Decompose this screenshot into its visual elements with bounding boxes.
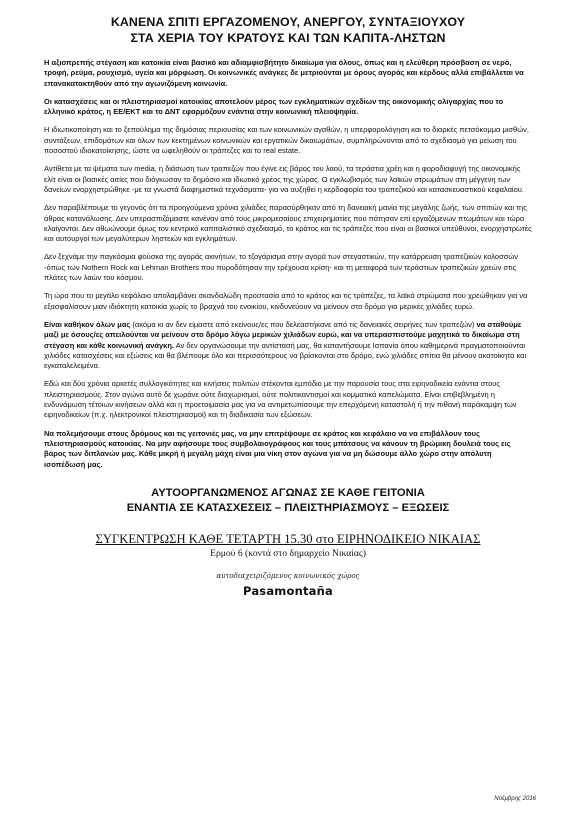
publication-date: Νοέμβρης 2016 xyxy=(494,796,536,802)
duty-plain-1: (ακόμα κι αν δεν είμαστε από εκείνους/ες που δελεαστήκανε από τις δανειακές σειρήνες των τραπεζών) xyxy=(130,319,477,329)
duty-plain-2: Αν δεν οργανώσουμε την αντίστασή μας, θα καταντήσουμε Ισπανία όπου καθημερινά πραγματοποιούνται χιλιάδες κατασχέσεις και εξώσεις και θα βλέπουμε όλο και περισσότερους να βρίσκονται στο δρόμο, ενώ χιλιάδες σπίτια θα μένουν ακατοίκητα και εγκαταλελειμένα. xyxy=(44,340,527,371)
paragraph-duty xyxy=(44,320,532,371)
rally-address: Ερμού 6 (κοντά στο δημαρχείο Νικαίας) xyxy=(210,547,366,559)
duty-bold-1: Είναι καθήκον όλων μας xyxy=(44,319,131,329)
paragraph-loans: Δεν παραβλέπουμε το γεγονός ότι τα προηγούμενα χρόνια χιλιάδες παρασύρθηκαν από τη δανειακή μανία της μεγάλης ζωής, των σπιτιών και της άθρας κατανάλωσης. Δεν υπερασπιζόμαστε κανέναν από τους μικρομεσαίους επιχειρηματίες που πάτησαν επί εργαζόμενων πτωμάτων και τώρα κλαίγονται. Δεν αθωώνουμε όμως τον κεντρικό καπιταλιστικό σχεδιασμό, το κράτος και τις τράπεζες που είναι οι βασικοί υπεύθυνοι, ενορχηστρωτές και αυτουργοί των μεγαλύτερων ληστειών και εγκλημάτων. xyxy=(44,203,532,244)
paragraph-housing-bubble: Δεν ξεχνάμε την παγκόσμια φούσκα της αγοράς ακινήτων, το τζογάρισμα στην αγορά των στεγαστικών, την κατάρρευση τραπεζικών κολοσσών -όπως των Nothern Rock και Lehman Brothers που πυροδότησαν την τρέχουσα κρίση- και τη μεταφορά των τεράστιων τραπεζικών χρεών στις πλάτες των λαών του κόσμου. xyxy=(44,252,518,283)
document-title xyxy=(44,14,532,46)
title-line-1: ΚΑΝΕΝΑ ΣΠΙΤΙ ΕΡΓΑΖΟΜΕΝΟΥ, ΑΝΕΡΓΟΥ, ΣΥΝΤΑΞΙΟΥΧΟΥ xyxy=(110,15,466,29)
rally-announcement: ΣΥΓΚΕΝΤΡΩΣΗ ΚΑΘΕ ΤΕΤΑΡΤΗ 15.30 στο ΕΙΡΗΝΟΔΙΚΕΙΟ ΝΙΚΑΙΑΣ xyxy=(95,531,481,546)
paragraph-call-to-action: Να πολεμήσουμε στους δρόμους και τις γειτονιές μας, να μην επιτρέψουμε σε κράτος και κεφάλαιο να να επιβάλλουν τους πλειστηριασμούς κατοικίας. Να μην αφήσουμε τους συμβολαιογράφους και τους μπάτσους να κάνουν τη βρώμικη δουλειά τους εις βάρος των διπλανών μας. Κάθε μικρή ή μεγάλη μάχη είναι μια νίκη στον αγώνα για να μη δώσουμε άλλο χώρο στην απόλυτη ισοπέδωσή μας. xyxy=(44,428,511,469)
slogan xyxy=(44,486,532,516)
title-line-2: ΣΤΑ ΧΕΡΙΑ ΤΟΥ ΚΡΑΤΟΥΣ ΚΑΙ ΤΩΝ ΚΑΠΙΤΑ-ΛΗΣΤΩΝ xyxy=(130,31,446,45)
paragraph-privatization: Η ιδιωτικοποίηση και το ξεπούλημα της δημόσιας περιουσίας και των κοινωνικών αγαθών, η υπερφορολόγηση και το διαρκές πετσόκομμα μισθών, συντάξεων, επιδομάτων και όλων των κεκτημένων κοινωνικών και εργατικών δικαιωμάτων, συμπληρώνονται από το σχεδιασμό για μείωση του ποσοστού ιδιοκατοίκησης, ώστε να ωφεληθούν οι τράπεζες και το real estate. xyxy=(44,125,529,156)
slogan-line-1: ΑΥΤΟΟΡΓΑΝΩΜΕΝΟΣ ΑΓΩΝΑΣ ΣΕ ΚΑΘΕ ΓΕΙΤΟΝΙΑ xyxy=(151,486,425,499)
paragraph-media: Αντίθετα με τα ψέματα των media, η διάσωση των τραπεζών που έγινε εις βάρος του λαού, τα τεράστια χρέη και η φοροδιαφυγή της οικονομικής ελίτ είναι οι βασικές αιτίες που διόγκωσαν το δημόσιο και ιδιωτικό χρέος της χώρας. Ο εγκλωβισμός των λαϊκών στρωμάτων στη μέγγενη των δανείων ενορχηστρώθηκε -με τα γνωστά διαφημιστικά τεχνάσματα- για να αυξηθεί η κερδοφορία του τραπεζικού και κατασκευαστικού κεφαλαίου. xyxy=(44,164,524,194)
handwritten-tagline: αυτοδιαχειριζόμενος κοινωνικός χώρος xyxy=(216,571,360,580)
paragraph-collectives: Εδώ και δύο χρόνια αρκετές συλλογικότητες και κινήσεις πολιτών στέκονται εμπόδιο με την παρουσία τους στα ειρηνοδικεία ενάντια στους πλειστηριασμούς. Στον αγώνα αυτό δε χωράνε ούτε διαχωρισμοί, ούτε πολιτικαντισμοί και κομματικά καπελώματα. Είναι επιβεβλημένη η ενδυνάμωση τέτοιων κινήσεων αλλά και η προετοιμασία μας για να αντιμετωπίσουμε την επερχόμενη καταστολή ή την πιθανή παράκαμψη των ειρηνοδικείων (π.χ. ηλεκτρονικοί πλειστηριασμοί) και τη διαδικασία των εξώσεων. xyxy=(44,379,517,420)
duty-bold-2: να σταθούμε μαζί με όσους/ες απειλούνται να μείνουν στο δρόμο λόγω μερικών χιλιάδων ευρώ, και να υπερασπιστούμε μαχητικά το δικαίωμα στη στέγαση και κάθε κοινωνική ανάγκη. xyxy=(44,319,522,350)
paragraph-intro: Η αξιοπρεπής στέγαση και κατοικία είναι βασικό και αδιαμφισβήτητο δικαίωμα για όλους, όπως και η ελεύθερη πρόσβαση σε νερό, τροφή, ρεύμα, ρουχισμό, υγεία και μόρφωση. Οι κοινωνικές ανάγκες δε μετριούνται με όρους αγοράς και κέρδους αλλά επιβάλλεται να επανακατακτηθούν από την αγωνιζόμενη κοινωνία. xyxy=(44,58,524,88)
paragraph-evictions: Οι κατασχέσεις και οι πλειστηριασμοί κατοικίας αποτελούν μέρος των εγκληματικών σχεδίων της οικονομικής ολιγαρχίας που το ελληνικό κράτος, η ΕΕ/ΕΚΤ και το ΔΝΤ εφαρμόζουν ενάντια στην κοινωνική πλειοψηφία. xyxy=(44,96,504,117)
paragraph-protection: Τη ώρα που το μεγάλο κεφάλαιο απολαμβάνει σκανδαλώδη προστασία από το κράτος και τις τράπεζες, τα λαϊκά στρώματα που χρεώθηκαν για να εξασφαλίσουν μιαν ιδιόκτητη κατοικία χωρίς το βραχνά του ενοικίου, κινδυνεύουν να μείνουν στο δρόμο για μερικές χιλιάδες ευρώ. xyxy=(44,291,528,311)
slogan-line-2: ΕΝΑΝΤΙΑ ΣΕ ΚΑΤΑΣΧΕΣΕΙΣ – ΠΛΕΙΣΤΗΡΙΑΣΜΟΥΣ – ΕΞΩΣΕΙΣ xyxy=(126,501,450,514)
pasamontana-logo: Pasamontaña xyxy=(243,583,333,598)
